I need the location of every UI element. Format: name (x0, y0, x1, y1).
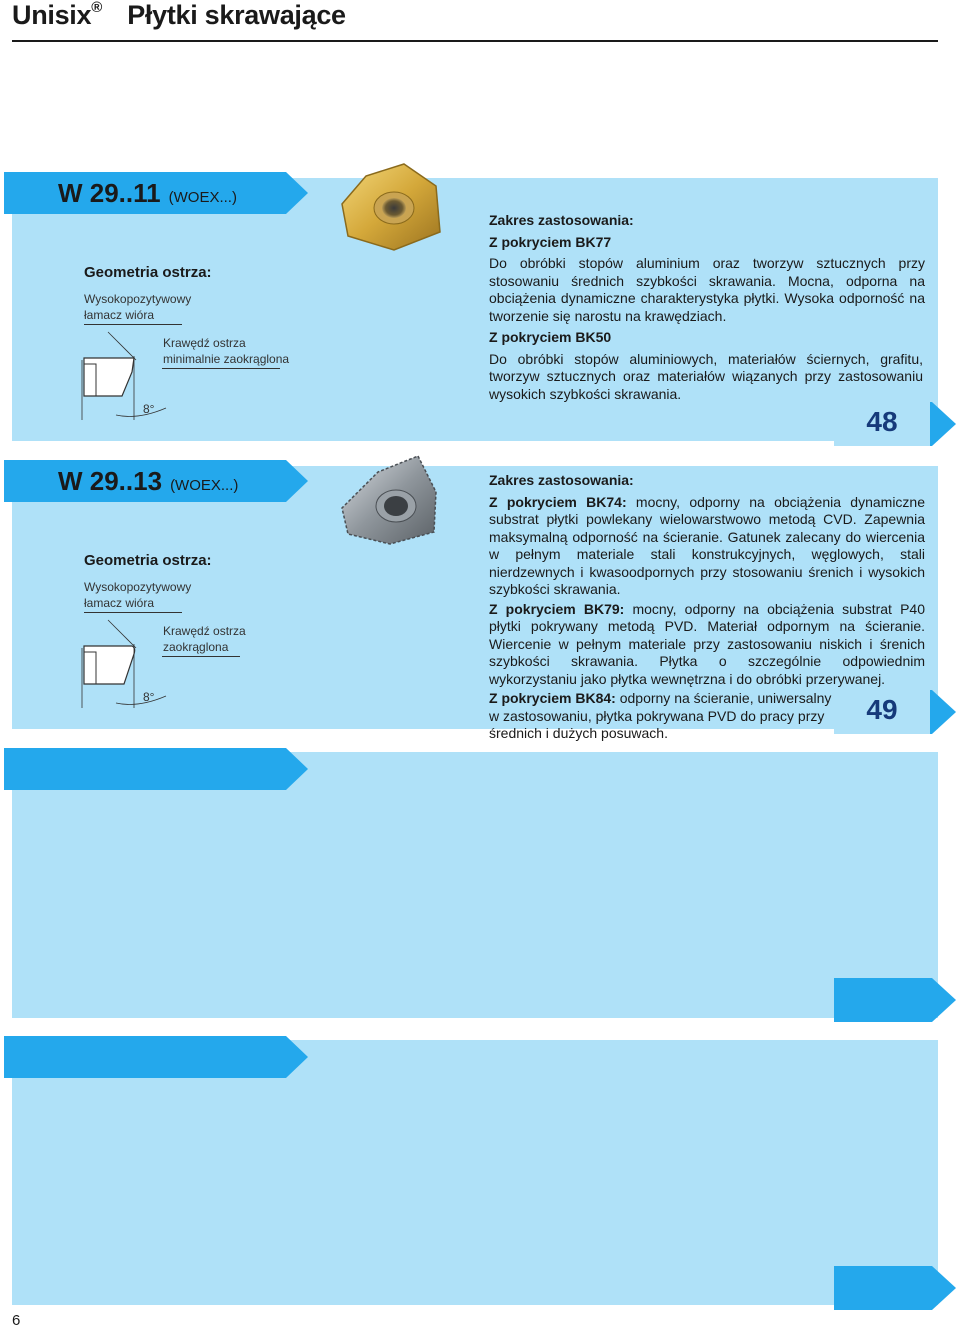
insert-image-gold (340, 160, 444, 254)
coating-paragraph: Z pokryciem BK74: mocny, odporny na obciążenia dynamiczne substrat płytki powlekany wielowarstwowo metodą CVD. Zapewnia maksymalną odporność na ścieranie. Gatunek zalecany do wiercenia w pełnym materiale stali konstrukcyjnych, węglowych, stali nierdzewnych i kwasoodpornych przy stosowaniu śrenich i wysokich szybkości skrawania. (489, 493, 925, 597)
chipbreaker-label: Wysokopozytywowy łamacz wióra (84, 580, 192, 610)
label-underline (162, 368, 280, 369)
page-ref-number: 48 (866, 406, 898, 437)
header-rule (12, 40, 938, 42)
registered-mark: ® (91, 0, 102, 16)
brand-name: Unisix (12, 0, 92, 30)
empty-section-panel (12, 752, 938, 1018)
page-ref-number: 49 (866, 694, 898, 725)
page-ref-tab[interactable] (834, 402, 956, 446)
empty-section-panel (12, 1040, 938, 1305)
product-code: W 29..13 (58, 466, 163, 496)
edge-geometry-diagram (76, 608, 176, 708)
page-number: 6 (12, 1312, 21, 1329)
section-tab (4, 1036, 308, 1078)
page-heading: Płytki skrawające (127, 0, 346, 30)
page-title (12, 0, 346, 31)
coating-paragraph: Z pokryciem BK79: mocny, odporny na obciążenia substrat P40 płytki pokrywany metodą PVD. Materiał odpornym na ścieranie. Wiercenie w pełnym materiale przy zastosowaniu niskich i śrenich szybkości skrawania. Płytka o szczególnie odpowiednim wykorzystaniu jako płytka wewnętrzna i do obróbki przerywanej. (489, 600, 925, 687)
geometry-heading: Geometria ostrza: (84, 264, 212, 281)
insert-image-grey (338, 452, 442, 550)
angle-label: 8° (143, 690, 155, 704)
coating-text: Do obróbki stopów aluminiowych, materiałów ściernych, grafitu, tworzyw sztucznych oraz materiałów wiązanych przy zastosowaniu wysokich szybkości skrawania. (489, 350, 923, 402)
usage-heading: Zakres zastosowania: (489, 472, 634, 488)
coating-text: Do obróbki stopów aluminium oraz tworzyw sztucznych przy stosowaniu średnich szybkości skrawania. Mocna, odporna na obciążenia dynamiczne charakterystyka płytki. Wysoka odporność na tworzenie się narostu na krawędziach. (489, 255, 925, 324)
section-title (58, 178, 237, 209)
page-ref-tab[interactable] (834, 690, 956, 734)
edge-label: Krawędź ostrza minimalnie zaokrąglona (163, 336, 290, 366)
geometry-heading: Geometria ostrza: (84, 552, 212, 569)
product-code: W 29..11 (58, 178, 161, 208)
angle-label: 8° (143, 402, 155, 416)
edge-geometry-diagram (76, 320, 176, 420)
product-variant: (WOEX...) (168, 189, 237, 206)
coating-paragraph: Z pokryciem BK84: odporny na ścieranie, uniwersalny w zastosowaniu, płytka pokrywana PVD do pracy przy średnich i dużych posuwach. (489, 690, 832, 741)
product-variant: (WOEX...) (170, 477, 239, 494)
usage-description (489, 212, 925, 403)
section-tab (4, 748, 308, 790)
edge-label: Krawędź ostrza zaokrąglona (163, 624, 246, 654)
usage-heading: Zakres zastosowania: (489, 212, 634, 228)
page-ref-tab[interactable] (834, 978, 956, 1022)
coating-heading: Z pokryciem BK77 (489, 233, 612, 250)
section-title (58, 466, 238, 497)
page-ref-tab[interactable] (834, 1266, 956, 1310)
coating-heading: Z pokryciem BK50 (489, 329, 612, 345)
chipbreaker-label: Wysokopozytywowy łamacz wióra (84, 292, 192, 322)
